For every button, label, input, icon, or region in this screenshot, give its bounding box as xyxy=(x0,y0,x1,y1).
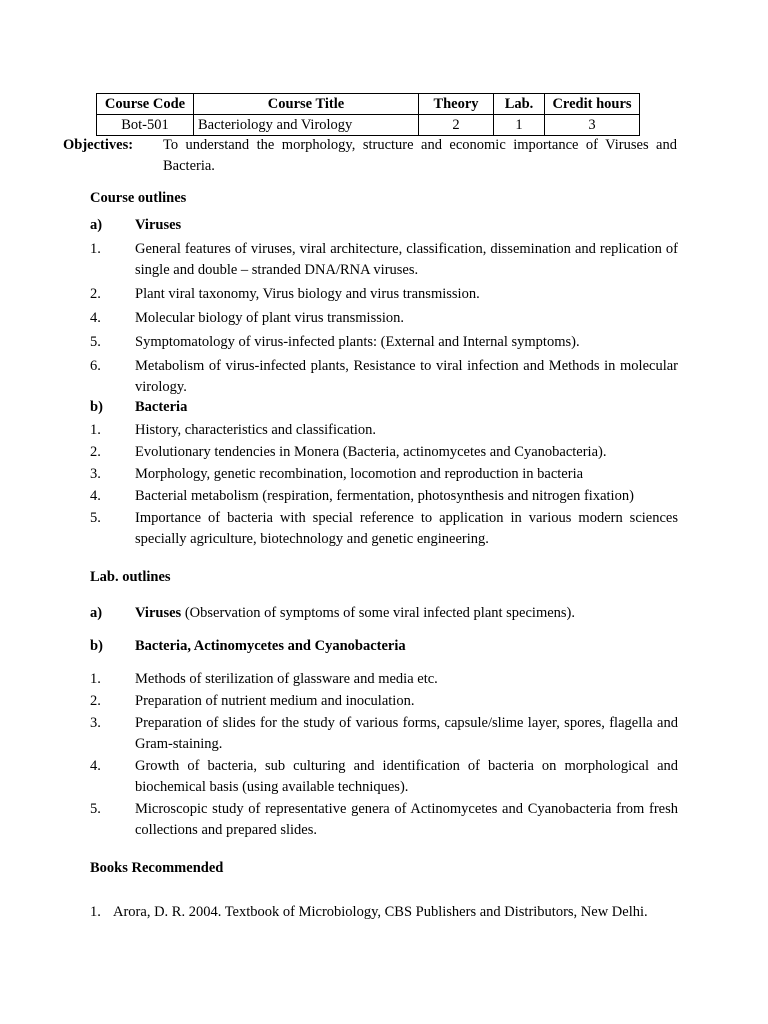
item-number: 5. xyxy=(90,334,101,350)
list-item xyxy=(90,902,678,923)
viruses-subheading xyxy=(90,215,678,236)
lab-outlines-heading xyxy=(90,567,678,588)
item-text: Preparation of slides for the study of various forms, capsule/slime layer, spores, flagella and Gram-staining. xyxy=(135,715,678,752)
item-text: Microscopic study of representative genera of Actinomycetes and Cyanobacteria from fresh collections and prepared slides. xyxy=(135,801,678,838)
lab-viruses-description: (Observation of symptoms of some viral infected plant specimens). xyxy=(181,605,576,621)
item-text: Morphology, genetic recombination, locomotion and reproduction in bacteria xyxy=(135,466,584,482)
subheading-title: Viruses xyxy=(135,217,182,233)
lab-bacteria-subheading xyxy=(90,636,678,657)
list-item xyxy=(90,713,678,755)
item-text: Plant viral taxonomy, Virus biology and virus transmission. xyxy=(135,286,480,302)
item-number: 2. xyxy=(90,444,101,460)
header-lab: Lab. xyxy=(494,94,545,115)
list-item xyxy=(90,420,678,441)
list-item xyxy=(90,508,678,550)
header-theory: Theory xyxy=(419,94,494,115)
list-marker: b) xyxy=(90,399,103,415)
item-number: 1. xyxy=(90,904,101,920)
item-text: Growth of bacteria, sub culturing and identification of bacteria on morphological and biochemical basis (using available techniques). xyxy=(135,758,678,795)
subheading-title: Viruses xyxy=(135,605,182,621)
item-text: Symptomatology of virus-infected plants: (External and Internal symptoms). xyxy=(135,334,580,350)
list-item xyxy=(90,464,678,485)
bacteria-list xyxy=(90,420,678,550)
item-text: General features of viruses, viral architecture, classification, dissemination and replication of single and double – stranded DNA/RNA viruses. xyxy=(135,241,678,278)
table-row xyxy=(97,115,640,136)
item-number: 2. xyxy=(90,693,101,709)
objectives-label: Objectives: xyxy=(63,137,134,153)
item-number: 1. xyxy=(90,241,101,257)
item-text: Molecular biology of plant virus transmission. xyxy=(135,310,405,326)
cell-theory: 2 xyxy=(419,115,494,136)
item-number: 4. xyxy=(90,310,101,326)
item-text: Bacterial metabolism (respiration, fermentation, photosynthesis and nitrogen fixation) xyxy=(135,488,634,504)
cell-credit-hours: 3 xyxy=(545,115,640,136)
books-heading xyxy=(90,858,678,879)
list-item xyxy=(90,691,678,712)
item-text: Preparation of nutrient medium and inoculation. xyxy=(135,693,415,709)
list-item xyxy=(90,669,678,690)
cell-course-title: Bacteriology and Virology xyxy=(194,115,419,136)
item-number: 3. xyxy=(90,715,101,731)
list-marker: a) xyxy=(90,605,103,621)
list-item xyxy=(90,486,678,507)
course-outlines-heading xyxy=(90,188,678,209)
section-heading: Books Recommended xyxy=(90,860,224,876)
item-text: Arora, D. R. 2004. Textbook of Microbiology, CBS Publishers and Distributors, New Delhi. xyxy=(113,904,648,920)
list-item xyxy=(90,239,678,281)
list-item xyxy=(90,756,678,798)
section-heading: Course outlines xyxy=(90,190,187,206)
list-item xyxy=(90,356,678,398)
item-number: 5. xyxy=(90,510,101,526)
item-number: 4. xyxy=(90,758,101,774)
item-number: 3. xyxy=(90,466,101,482)
header-course-code: Course Code xyxy=(97,94,194,115)
item-number: 5. xyxy=(90,801,101,817)
header-credit-hours: Credit hours xyxy=(545,94,640,115)
item-text: Importance of bacteria with special reference to application in various modern sciences specially agriculture, biotechnology and genetic engineering. xyxy=(135,510,678,547)
bacteria-subheading xyxy=(90,397,678,418)
header-course-title: Course Title xyxy=(194,94,419,115)
objectives-section xyxy=(63,135,677,177)
item-number: 1. xyxy=(90,422,101,438)
subheading-title: Bacteria xyxy=(135,399,188,415)
list-item xyxy=(90,284,678,305)
item-number: 2. xyxy=(90,286,101,302)
item-text: History, characteristics and classification. xyxy=(135,422,377,438)
item-number: 1. xyxy=(90,671,101,687)
list-item xyxy=(90,799,678,841)
list-item xyxy=(90,332,678,353)
lab-list xyxy=(90,669,678,841)
table-header-row xyxy=(97,94,640,115)
list-item xyxy=(90,442,678,463)
item-text: Evolutionary tendencies in Monera (Bacteria, actinomycetes and Cyanobacteria). xyxy=(135,444,607,460)
section-heading: Lab. outlines xyxy=(90,569,171,585)
cell-lab: 1 xyxy=(494,115,545,136)
subheading-title: Bacteria, Actinomycetes and Cyanobacteria xyxy=(135,638,406,654)
item-text: Metabolism of virus-infected plants, Resistance to viral infection and Methods in molecular virology. xyxy=(135,358,678,395)
item-text: Methods of sterilization of glassware and media etc. xyxy=(135,671,438,687)
viruses-list xyxy=(90,239,678,398)
item-number: 4. xyxy=(90,488,101,504)
item-number: 6. xyxy=(90,358,101,374)
books-list xyxy=(90,902,678,923)
objectives-text: To understand the morphology, structure and economic importance of Viruses and Bacteria. xyxy=(163,137,677,174)
lab-viruses-line xyxy=(90,603,678,624)
list-marker: b) xyxy=(90,638,103,654)
list-item xyxy=(90,308,678,329)
course-info-table xyxy=(96,93,640,136)
list-marker: a) xyxy=(90,217,103,233)
cell-course-code: Bot-501 xyxy=(97,115,194,136)
